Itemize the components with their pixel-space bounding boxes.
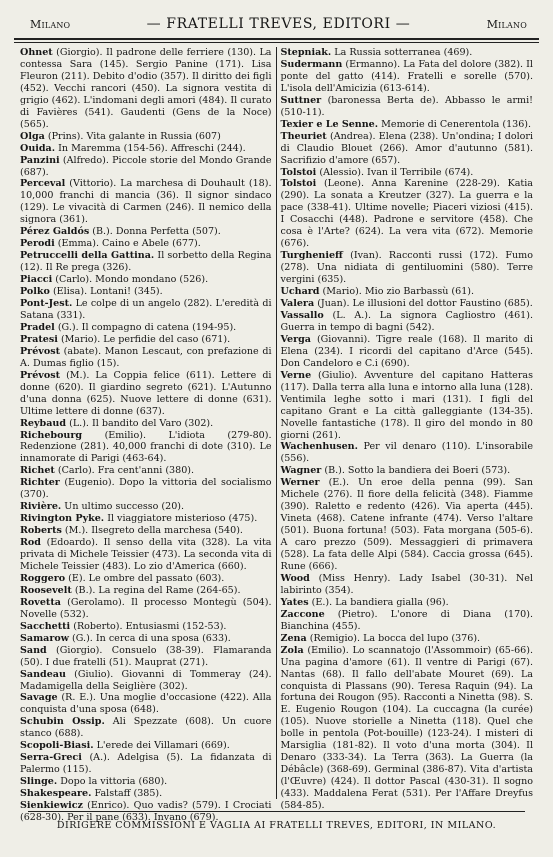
author-name: Wachenhusen.	[280, 441, 358, 453]
author-name: Schubin Ossip.	[20, 716, 105, 728]
entry-text: (Giorgio). Consuelo (38-39). Flamaranda (50). I due fratelli (51). Mauprat (271).	[20, 644, 272, 668]
entry-text: In Maremma (154-56). Affreschi (244).	[58, 142, 246, 154]
catalog-entry	[281, 250, 534, 286]
catalog-entry	[281, 465, 534, 477]
entry-text: (Enrico). Quo vadis? (579). I Crociati (628-30). Per il pane (633). Invano (679).	[20, 800, 272, 823]
author-name: Roberts	[20, 525, 62, 537]
entry-text: (Remigio). La bocca del lupo (376).	[309, 632, 481, 644]
left-column	[14, 47, 277, 823]
catalog-entry	[20, 155, 272, 179]
entry-text: (L. A.). La signora Cagliostro (461). Guerra in tempo di bagni (542).	[280, 309, 533, 333]
author-name: Richebourg	[20, 429, 83, 441]
catalog-entry	[20, 370, 272, 418]
entry-text: (B.). Donna Perfetta (507).	[92, 226, 221, 238]
entry-text: (G.). Il compagno di catena (194-95).	[57, 321, 237, 333]
entry-text: (Carlo). Fra cent'anni (380).	[57, 465, 195, 477]
author-name: Rod	[20, 537, 41, 549]
catalog-entry	[20, 585, 272, 597]
catalog-entry	[20, 621, 272, 633]
author-name: Verga	[280, 333, 311, 345]
author-name: Serra-Greci	[20, 752, 82, 764]
catalog-entry	[20, 477, 272, 501]
author-name: Suttner	[280, 94, 322, 106]
entry-text: Il sorbetto della Regina (12). Il Re prega (326).	[20, 250, 272, 274]
author-name: Reybaud	[20, 417, 67, 429]
entry-text: (Leone). Anna Karenine (228-29). Katia (290). La sonata a Kreutzer (327). La guerra e la pace (338-41). Ultime novelle; Piaceri viziosi (415). I Cosacchi (448). Padrone e servitore (458). Che cosa è l'Arte? (624). La vera vita (672). Memorie (676).	[280, 178, 533, 250]
catalog-entry	[20, 238, 272, 250]
entry-text: (E.). Un eroe della penna (99). San Michele (276). Il fiore della felicità (348). Fiamme (390). Raletto e redento (426). Via aperta (445). Vineta (468). Catene infrante (474). Verso l'altare (501). Buona fortuna! (503). Fata morgana (505-6). A caro prezzo (509). Messaggieri di primavera (528). La fata delle Alpi (584). Caccia grossa (645). Rune (666).	[280, 477, 533, 572]
author-name: Stepniak.	[280, 47, 332, 58]
catalog-entry	[281, 334, 534, 370]
catalog-entry	[20, 537, 272, 573]
entry-text: (Miss Henry). Lady Isabel (30-31). Nel labirinto (354).	[280, 572, 533, 596]
author-name: Zaccone	[280, 608, 325, 620]
author-name: Wagner	[280, 465, 322, 477]
catalog-entry	[281, 370, 534, 442]
catalog-entry	[281, 609, 534, 633]
entry-text: (E). Le ombre del passato (603).	[68, 572, 225, 584]
entry-text: (Elisa). Lontani! (345).	[52, 286, 163, 298]
author-name: Pont-Jest.	[20, 298, 73, 310]
catalog-entry	[281, 47, 534, 59]
author-name: Sienkiewicz	[20, 800, 83, 812]
author-name: Turghenieff	[280, 250, 343, 262]
entry-text: (Vittorio). La marchesa di Douhault (18). 10,000 franchi di mancia (36). Il signor sindaco (129). Le vivacità di Carmen (246). Il nemico della signora (361).	[20, 178, 272, 226]
author-name: Sudermann	[280, 58, 343, 70]
entry-text: (E.). La bandiera gialla (96).	[311, 596, 449, 608]
catalog-entry	[20, 597, 272, 621]
author-name: Piacci	[20, 274, 53, 286]
entry-text: (Giulio). Giovanni di Tommeray (24). Madamigella della Seiglière (302).	[20, 668, 272, 692]
catalog-entry	[20, 346, 272, 370]
entry-text: Dopo la vittoria (680).	[60, 776, 168, 788]
entry-text: (baronessa Berta de). Abbasso le armi! (510-11).	[280, 94, 533, 118]
catalog-entry	[20, 776, 272, 788]
entry-text: Il viaggiatore misterioso (475).	[107, 513, 258, 525]
catalog-entry	[20, 645, 272, 669]
author-name: Theuriet	[280, 130, 327, 142]
author-name: Verne	[280, 369, 312, 381]
catalog-entry	[20, 178, 272, 226]
entry-text: (Giovanni). Tigre reale (168). Il marito di Elena (234). I ricordi del capitano d'Arce (545). Don Candeloro e C.i (690).	[280, 333, 533, 369]
entry-text: (B.). La regina del Rame (264-65).	[74, 584, 241, 596]
entry-text: Falstaff (385).	[94, 788, 163, 800]
catalog-entry	[281, 441, 534, 465]
author-name: Prévost	[20, 369, 60, 381]
catalog-entry	[20, 274, 272, 286]
catalog-entry	[20, 47, 272, 131]
author-name: Panzini	[20, 154, 60, 166]
entry-text: L'erede dei Villamari (669).	[96, 740, 230, 752]
author-name: Olga	[20, 130, 45, 142]
author-name: Richet	[20, 465, 55, 477]
author-name: Tolstoi	[280, 178, 317, 190]
entry-text: (R. E.). Una moglie d'occasione (422). Alla conquista d'una sposa (648).	[20, 692, 272, 716]
header-rule-thin	[14, 42, 539, 43]
author-name: Sandeau	[20, 668, 66, 680]
author-name: Savage	[20, 692, 58, 704]
catalog-entry	[281, 477, 534, 573]
entry-text: Le colpe di un angelo (282). L'eredità di Satana (331).	[20, 298, 272, 321]
author-name: Slinge.	[20, 776, 58, 788]
author-name: Zola	[280, 644, 304, 656]
author-name: Pratesi	[20, 333, 58, 345]
entry-text: (Emilio). Lo scannatojo (l'Assommoir) (65-66). Una pagina d'amore (61). Il ventre di Parigi (67). Nantas (68). Il fallo dell'abate Mouret (69). La conquista di Plassans (90). Teresa Raquin (94). La fortuna dei Rougon (95). Racconti a Ninetta (98). S. E. Eugenio Rougon (104). La cuccagna (la curée) (105). Nuove storielle a Ninetta (118). Quel che bolle in pentola (Pot-bouille) (123-24). I misteri di Marsiglia (181-82). Il voto d'una morta (304). Il Denaro (333-34). La Terra (363). La Guerra (la Débâcle) (368-69). Germinal (386-87). Vita d'artista (l'Œuvre) (424). Il dottor Pascal (430-31). Il sogno (433). Maddalena Ferat (531). Per l'Affare Dreyfus (584-85).	[280, 644, 533, 812]
catalog-entry	[20, 250, 272, 274]
running-header	[14, 16, 539, 32]
header-left: Milano	[30, 18, 71, 31]
catalog-entry	[20, 633, 272, 645]
author-name: Texier e Le Senne.	[280, 118, 379, 130]
catalog-entry	[20, 430, 272, 466]
catalog-entry	[20, 788, 272, 800]
catalog-entry	[20, 501, 272, 513]
author-name: Pradel	[20, 321, 55, 333]
catalog-entry	[20, 716, 272, 740]
catalog-entry	[20, 692, 272, 716]
entry-text: (Emilio). L'idiota (279-80). Redenzione (281). 40,000 franchi di dote (310). Le innamorate di Parigi (463-64).	[20, 429, 272, 465]
catalog-entry	[20, 752, 272, 776]
catalog-entry	[281, 310, 534, 334]
author-name: Petruccelli della Gattina.	[20, 250, 155, 262]
entry-text: Per vil denaro (110). L'insorabile (556).	[280, 441, 533, 465]
catalog-entry	[281, 178, 534, 250]
author-name: Roggero	[20, 572, 66, 584]
entry-text: (M.). La Coppia felice (611). Lettere di donne (620). Il giardino segreto (621). L'Autunno d'una donna (625). Nuove lettere di donne (631). Ultime lettere di donne (637).	[20, 369, 272, 417]
catalog-entry	[281, 286, 534, 298]
author-name: Shakespeare.	[20, 788, 92, 800]
catalog-entry	[20, 143, 272, 155]
catalog-entry	[20, 465, 272, 477]
author-name: Wood	[280, 572, 310, 584]
author-name: Yates	[280, 596, 309, 608]
entry-text: Ali Spezzate (608). Un cuore stanco (688).	[20, 716, 272, 740]
entry-text: (Pietro). L'onore di Diana (170). Bianchina (455).	[280, 608, 533, 632]
catalog-entry	[281, 131, 534, 167]
author-name: Sacchetti	[20, 620, 71, 632]
catalog-entry	[281, 573, 534, 597]
entry-text: (G.). In cerca di una sposa (633).	[72, 632, 231, 644]
author-name: Rivière.	[20, 501, 62, 513]
entry-text: (Gerolamo). Il processo Montegù (504). Novelle (532).	[20, 596, 272, 620]
catalog-entry	[20, 573, 272, 585]
catalog-entry	[20, 322, 272, 334]
author-name: Prévost	[20, 345, 60, 357]
author-name: Rivington Pyke.	[20, 513, 105, 525]
entry-text: (Mario). Mio zio Barbassù (61).	[322, 286, 475, 298]
entry-text: (A.). Adelgisa (5). La fidanzata di Palermo (115).	[20, 752, 272, 776]
entry-text: (Giulio). Avventure del capitano Hatteras (117). Dalla terra alla luna e intorno alla luna (128). Ventimila leghe sotto i mari (131). I figli del capitano Grant e La città galleggiante (134-35). Novelle fantastiche (178). Il giro del mondo in 80 giorni (261).	[280, 369, 533, 441]
entry-text: (L.). Il bandito del Varo (302).	[69, 417, 214, 429]
entry-text: Memorie di Cenerentola (136).	[381, 118, 532, 130]
right-column	[277, 47, 540, 812]
catalog-entry	[20, 418, 272, 430]
entry-text: (B.). Sotto la bandiera dei Boeri (573).	[324, 465, 511, 477]
catalog-entry	[281, 59, 534, 95]
author-name: Ouida.	[20, 142, 56, 154]
entry-text: (Alfredo). Piccole storie del Mondo Grande (687).	[20, 154, 272, 178]
entry-text: (Edoardo). Il senso della vita (328). La vita privata di Michele Teissier (473). La seconda vita di Michele Teissier (483). Lo zio d'America (660).	[20, 537, 272, 572]
catalog-entry	[281, 597, 534, 609]
catalog-entry	[281, 633, 534, 645]
author-name: Werner	[280, 477, 320, 489]
author-name: Tolstoi	[280, 166, 317, 178]
entry-text: (Ivan). Racconti russi (172). Fumo (278). Una nidiata di gentiluomini (580). Terre vergini (635).	[280, 250, 533, 286]
entry-text: (Emma). Caino e Abele (677).	[57, 238, 201, 250]
author-name: Zena	[280, 632, 307, 644]
author-name: Samarow	[20, 632, 69, 644]
author-name: Richter	[20, 477, 60, 489]
author-name: Uchard	[280, 286, 320, 298]
catalog-entry	[20, 669, 272, 693]
entry-text: (Andrea). Elena (238). Un'ondina; I dolori di Claudio Blouet (266). Amor d'autunno (581). Sacrifizio d'amore (657).	[280, 130, 533, 166]
catalog-entry	[20, 334, 272, 346]
author-name: Roosevelt	[20, 584, 72, 596]
catalog-entry	[281, 298, 534, 310]
catalog-entry	[20, 740, 272, 752]
catalog-entry	[20, 513, 272, 525]
entry-text: (Alessio). Ivan il Terribile (674).	[319, 166, 474, 178]
catalog-entry	[281, 95, 534, 119]
author-name: Pérez Galdós	[20, 226, 90, 238]
entry-text: (Giorgio). Il padrone delle ferriere (130). La contessa Sara (145). Sergio Panine (171). Lisa Fleuron (211). Debito d'odio (357). Il diritto dei figli (452). Vecchi rancori (450). La signora vestita di grigio (462). L'indomani degli amori (484). Il curato di Favières (541). Gaudenti (Gens de la Noce) (565).	[20, 47, 272, 130]
entry-text: (Eugenio). Dopo la vittoria del socialismo (370).	[20, 477, 272, 501]
catalog-entry	[20, 525, 272, 537]
header-publisher: — FRATELLI TREVES, EDITORI —	[146, 16, 411, 32]
catalog-entry	[281, 167, 534, 179]
catalog-entry	[20, 298, 272, 322]
catalog-columns	[14, 47, 539, 823]
author-name: Polko	[20, 286, 50, 298]
entry-text: La Russia sotterranea (469).	[334, 47, 473, 58]
header-right: Milano	[486, 18, 527, 31]
entry-text: (Mario). Le perfidie del caso (671).	[60, 333, 231, 345]
entry-text: Un ultimo successo (20).	[64, 501, 185, 513]
entry-text: (Roberto). Entusiasmi (152-53).	[73, 620, 227, 632]
entry-text: (Carlo). Mondo mondano (526).	[55, 274, 209, 286]
entry-text: (M.). Ilsegreto della marchesa (540).	[64, 525, 243, 537]
author-name: Rovetta	[20, 596, 61, 608]
author-name: Perodi	[20, 238, 55, 250]
catalog-entry	[281, 645, 534, 812]
entry-text: (Ermanno). La Fata del dolore (382). Il ponte del gatto (414). Fratelli e sorelle (570). L'isola dell'Amicizia (613-614).	[280, 58, 533, 94]
footer-note: DIRIGERE COMMISSIONI E VAGLIA AI FRATELLI TREVES, EDITORI, IN MILANO.	[56, 820, 497, 831]
author-name: Ohnet	[20, 47, 53, 58]
catalog-entry	[20, 286, 272, 298]
header-rule-thick	[14, 38, 539, 40]
catalog-entry	[20, 131, 272, 143]
entry-text: (abate). Manon Lescaut, con prefazione di A. Dumas figlio (15).	[20, 345, 272, 369]
catalog-entry	[20, 226, 272, 238]
catalog-entry	[281, 119, 534, 131]
entry-text: (Prins). Vita galante in Russia (607)	[47, 130, 221, 142]
author-name: Valera	[280, 298, 315, 310]
author-name: Vassallo	[280, 309, 324, 321]
author-name: Sand	[20, 644, 47, 656]
entry-text: (Juan). Le illusioni del dottor Faustino (685).	[317, 298, 533, 310]
author-name: Scopoli-Biasi.	[20, 740, 94, 752]
author-name: Perceval	[20, 178, 66, 190]
